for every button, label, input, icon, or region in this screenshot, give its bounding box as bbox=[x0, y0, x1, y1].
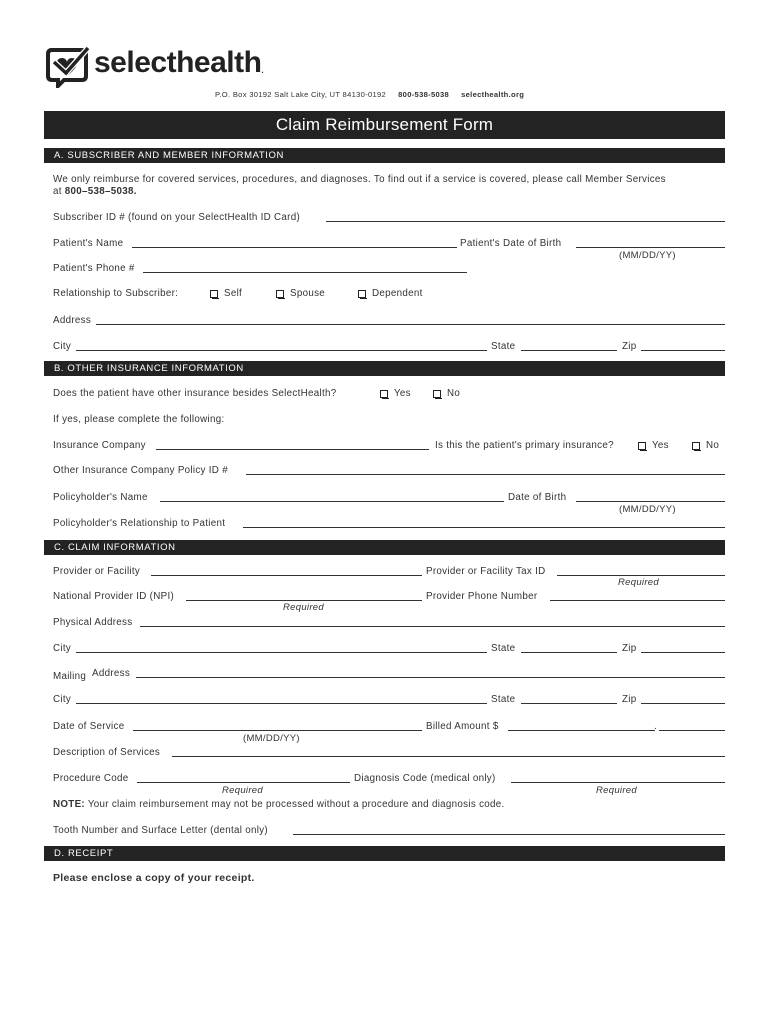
description-label: Description of Services bbox=[53, 747, 161, 758]
mailing-address: P.O. Box 30192 Salt Lake City, UT 84130-0192 bbox=[215, 90, 387, 99]
city-field[interactable] bbox=[76, 350, 487, 351]
address-label: Address bbox=[53, 315, 92, 326]
state-label: State bbox=[491, 341, 516, 352]
provider-field[interactable] bbox=[151, 575, 422, 576]
section-c-header: C. CLAIM INFORMATION bbox=[44, 540, 725, 555]
other-insurance-question: Does the patient have other insurance besides SelectHealth? bbox=[53, 388, 337, 399]
procedure-code-field[interactable] bbox=[137, 782, 350, 783]
contact-line bbox=[215, 90, 524, 99]
form-title: Claim Reimbursement Form bbox=[44, 111, 725, 139]
billed-amount-decimal: . bbox=[654, 721, 658, 732]
brand-wordmark: selecthealth. bbox=[94, 46, 264, 79]
provider-zip-label: Zip bbox=[622, 643, 637, 654]
section-d-header: D. RECEIPT bbox=[44, 846, 725, 861]
checkbox-icon bbox=[358, 290, 366, 298]
mailing-city-field[interactable] bbox=[76, 703, 487, 704]
checkbox-icon bbox=[380, 390, 388, 398]
receipt-instruction: Please enclose a copy of your receipt. bbox=[53, 872, 255, 884]
city-label: City bbox=[53, 341, 72, 352]
relationship-self-checkbox[interactable]: Self bbox=[210, 288, 242, 299]
other-insurance-yes-checkbox[interactable]: Yes bbox=[380, 388, 411, 399]
if-yes-label: If yes, please complete the following: bbox=[53, 414, 225, 425]
checkbox-icon bbox=[433, 390, 441, 398]
mailing-address-label: Address bbox=[92, 668, 131, 679]
physical-address-field[interactable] bbox=[140, 626, 725, 627]
checkbox-icon bbox=[276, 290, 284, 298]
physical-address-label: Physical Address bbox=[53, 617, 133, 628]
policyholder-dob-field[interactable] bbox=[576, 501, 725, 502]
website: selecthealth.org bbox=[461, 90, 525, 99]
billed-amount-label: Billed Amount $ bbox=[426, 721, 499, 732]
diagnosis-code-field[interactable] bbox=[511, 782, 725, 783]
description-field[interactable] bbox=[172, 756, 725, 757]
provider-phone-label: Provider Phone Number bbox=[426, 591, 538, 602]
policy-id-label: Other Insurance Company Policy ID # bbox=[53, 465, 228, 476]
patient-phone-label: Patient's Phone # bbox=[53, 263, 135, 274]
state-field[interactable] bbox=[521, 350, 617, 351]
relationship-label: Relationship to Subscriber: bbox=[53, 288, 179, 299]
zip-field[interactable] bbox=[641, 350, 725, 351]
provider-city-label: City bbox=[53, 643, 72, 654]
phone-number: 800-538-5038 bbox=[398, 90, 450, 99]
mailing-label: Mailing bbox=[53, 671, 87, 682]
billed-amount-cents-field[interactable] bbox=[659, 730, 725, 731]
policy-id-field[interactable] bbox=[246, 474, 725, 475]
policyholder-name-label: Policyholder's Name bbox=[53, 492, 148, 503]
mailing-zip-label: Zip bbox=[622, 694, 637, 705]
primary-no-checkbox[interactable]: No bbox=[692, 440, 719, 451]
patient-name-label: Patient's Name bbox=[53, 238, 124, 249]
provider-city-field[interactable] bbox=[76, 652, 487, 653]
section-a-intro-line2: at 800–538–5038. bbox=[53, 186, 137, 197]
patient-dob-field[interactable] bbox=[576, 247, 725, 248]
mailing-state-label: State bbox=[491, 694, 516, 705]
tax-id-label: Provider or Facility Tax ID bbox=[426, 566, 546, 577]
policyholder-name-field[interactable] bbox=[160, 501, 504, 502]
other-insurance-no-checkbox[interactable]: No bbox=[433, 388, 460, 399]
diagnosis-code-required-hint: Required bbox=[596, 785, 637, 796]
primary-insurance-question: Is this the patient's primary insurance? bbox=[435, 440, 614, 451]
patient-phone-field[interactable] bbox=[143, 272, 467, 273]
npi-required-hint: Required bbox=[283, 602, 324, 613]
insurance-company-field[interactable] bbox=[156, 449, 429, 450]
policyholder-relationship-label: Policyholder's Relationship to Patient bbox=[53, 518, 226, 529]
tax-id-required-hint: Required bbox=[618, 577, 659, 588]
zip-label: Zip bbox=[622, 341, 637, 352]
relationship-dependent-checkbox[interactable]: Dependent bbox=[358, 288, 423, 299]
policyholder-relationship-field[interactable] bbox=[243, 527, 725, 528]
mailing-zip-field[interactable] bbox=[641, 703, 725, 704]
section-a-intro-line1: We only reimburse for covered services, procedures, and diagnoses. To find out if a service is covered, please call Member Services bbox=[53, 174, 666, 185]
provider-phone-field[interactable] bbox=[550, 600, 725, 601]
patient-dob-label: Patient's Date of Birth bbox=[460, 238, 562, 249]
primary-yes-checkbox[interactable]: Yes bbox=[638, 440, 669, 451]
checkbox-icon bbox=[692, 442, 700, 450]
tooth-number-field[interactable] bbox=[293, 834, 725, 835]
diagnosis-code-label: Diagnosis Code (medical only) bbox=[354, 773, 496, 784]
section-a-header: A. SUBSCRIBER AND MEMBER INFORMATION bbox=[44, 148, 725, 163]
policyholder-dob-label: Date of Birth bbox=[508, 492, 567, 503]
mailing-address-field[interactable] bbox=[136, 677, 725, 678]
procedure-code-label: Procedure Code bbox=[53, 773, 129, 784]
tooth-number-label: Tooth Number and Surface Letter (dental only) bbox=[53, 825, 268, 836]
procedure-code-required-hint: Required bbox=[222, 785, 263, 796]
patient-name-field[interactable] bbox=[132, 247, 457, 248]
date-of-service-format-hint: (MM/DD/YY) bbox=[243, 733, 300, 744]
policyholder-dob-format-hint: (MM/DD/YY) bbox=[619, 504, 676, 515]
date-of-service-label: Date of Service bbox=[53, 721, 125, 732]
section-b-header: B. OTHER INSURANCE INFORMATION bbox=[44, 361, 725, 376]
provider-zip-field[interactable] bbox=[641, 652, 725, 653]
relationship-spouse-checkbox[interactable]: Spouse bbox=[276, 288, 325, 299]
billed-amount-dollars-field[interactable] bbox=[508, 730, 655, 731]
npi-field[interactable] bbox=[186, 600, 422, 601]
insurance-company-label: Insurance Company bbox=[53, 440, 146, 451]
tax-id-field[interactable] bbox=[557, 575, 725, 576]
patient-dob-format-hint: (MM/DD/YY) bbox=[619, 250, 676, 261]
subscriber-id-label: Subscriber ID # (found on your SelectHealth ID Card) bbox=[53, 212, 301, 223]
address-field[interactable] bbox=[96, 324, 725, 325]
checkbox-icon bbox=[210, 290, 218, 298]
provider-state-field[interactable] bbox=[521, 652, 617, 653]
mailing-state-field[interactable] bbox=[521, 703, 617, 704]
note-text: NOTE: Your claim reimbursement may not be processed without a procedure and diagnosis code. bbox=[53, 799, 505, 810]
provider-state-label: State bbox=[491, 643, 516, 654]
mailing-city-label: City bbox=[53, 694, 72, 705]
check-heart-logo-icon bbox=[44, 46, 90, 88]
subscriber-id-field[interactable] bbox=[326, 221, 725, 222]
provider-label: Provider or Facility bbox=[53, 566, 141, 577]
date-of-service-field[interactable] bbox=[133, 730, 422, 731]
checkbox-icon bbox=[638, 442, 646, 450]
npi-label: National Provider ID (NPI) bbox=[53, 591, 175, 602]
